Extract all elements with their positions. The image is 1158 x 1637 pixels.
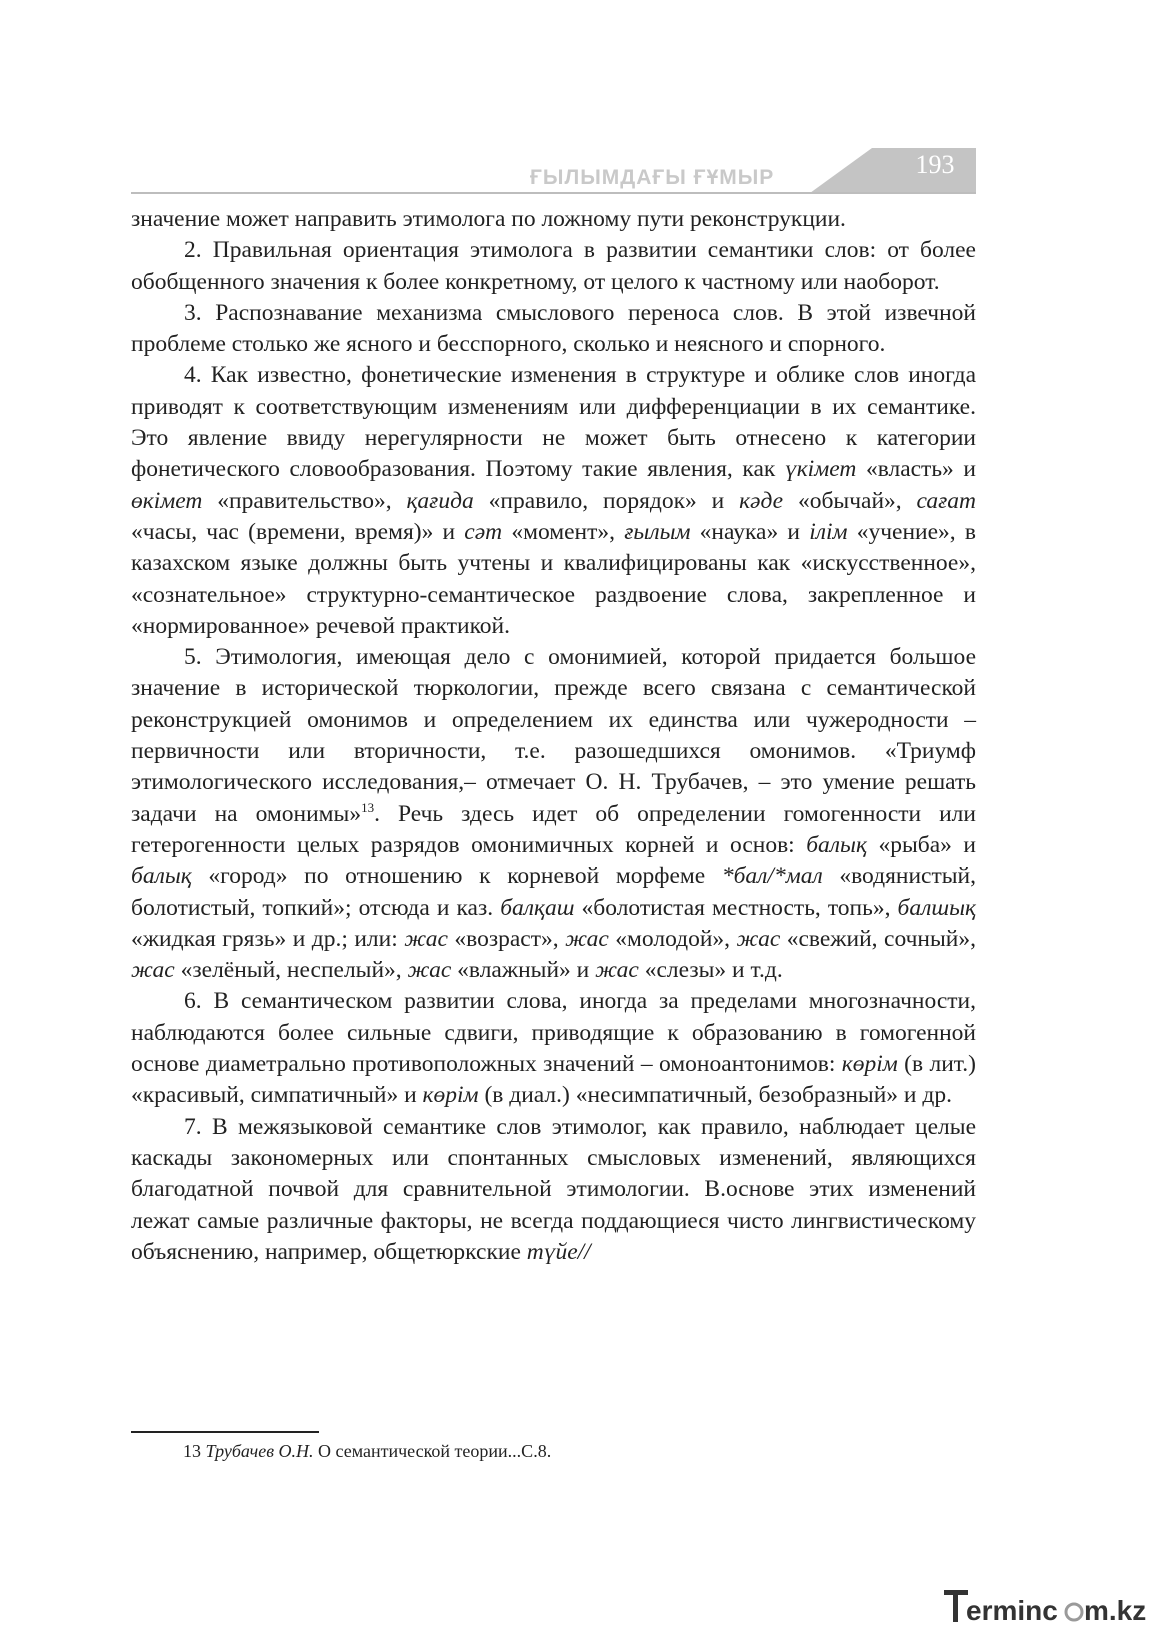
page-number: 193: [915, 150, 955, 179]
kazakh-term: түйе//: [526, 1238, 591, 1265]
kazakh-term: үкімет: [784, 456, 857, 483]
kazakh-term: өкімет: [131, 487, 203, 514]
footnote-number: 13: [183, 1441, 201, 1461]
body-text: [131, 204, 976, 1268]
paragraph-4: 4. Как известно, фонетические изменения в структуре и облике слов иногда приводят к соответствующим изменениям или дифференциации в их семантике. Это явление ввиду нерегулярности не может быть отнесено к категории фонетического словообразования. Поэтому такие явления, как үкімет «власть» и өкімет «правительство», қағида «правило, порядок» и кәде «обычай», сағат «часы, час (времени, время)» и сәт «момент», ғылым «наука» и ілім «учение», в казахском языке должны быть учтены и квалифицированы как «искусственное», «сознательное» структурно-семантическое раздвоение слова, закрепленное и «нормированное» речевой практикой.: [131, 362, 976, 639]
kazakh-term: жас: [595, 957, 639, 984]
kazakh-term: сәт: [464, 518, 503, 545]
kazakh-term: жас: [736, 925, 781, 952]
svg-text:m.kz: m.kz: [1084, 1595, 1147, 1626]
kazakh-term: жас: [131, 957, 175, 984]
kazakh-term: балшық: [897, 894, 977, 921]
kazakh-term: көрім: [422, 1082, 479, 1109]
kazakh-term: көрім: [841, 1051, 898, 1078]
termincom-logo: [944, 1580, 1154, 1630]
kazakh-term: балқаш: [500, 894, 575, 921]
running-header-title: ҒЫЛЫМДАҒЫ ҒҰМЫР: [530, 166, 775, 189]
kazakh-term: сағат: [916, 487, 976, 514]
footnote-text: О семантической теории...С.8.: [313, 1441, 552, 1461]
footnote-reference[interactable]: 13: [361, 799, 375, 815]
kazakh-term: ғылым: [624, 518, 691, 545]
paragraph-continuation: значение может направить этимолога по ложному пути реконструкции.: [131, 206, 846, 232]
kazakh-term: кәде: [739, 487, 784, 514]
kazakh-term: балық: [806, 831, 867, 858]
paragraph-7: 7. В межязыковой семантике слов этимолог, как правило, наблюдает целые каскады закономерных или спонтанных смысловых изменений, являющихся благодатной почвой для сравнительной этимологии. В.основе этих изменений лежат самые различные факторы, не всегда поддающиеся чисто лингвистическому объяснению, например, общетюркские түйе//: [131, 1113, 976, 1265]
kazakh-term: жас: [407, 957, 452, 984]
kazakh-term: жас: [565, 925, 609, 952]
kazakh-term: балық: [131, 863, 192, 890]
kazakh-term: ілім: [809, 518, 848, 545]
footnote: [183, 1439, 883, 1463]
kazakh-term: *бал/*мал: [721, 863, 823, 890]
paragraph-5: 5. Этимология, имеющая дело с омонимией, которой придается большое значение в исторической тюркологии, прежде всего связана с семантической реконструкцией омонимов и определением их единства или чужеродности – первичности или вторичности, т.е. разошедшихся омонимов. «Триумф этимологического исследования,– отмечает О. Н. Трубачев, – это умение решать задачи на омонимы»$^{13}$. Речь здесь идет об определении гомогенности или гетерогенности целых разрядов омонимичных корней и основ: балық «рыба» и балық «город» по отношению к корневой морфеме *бал/*мал «водянистый, болотистый, топкий»; отсюда и каз. балқаш «болотистая местность, топь», балшық «жидкая грязь» и др.; или: жас «возраст», жас «молодой», жас «свежий, сочный», жас «зелёный, неспелый», жас «влажный» и жас «слезы» и т.д.: [131, 644, 977, 984]
kazakh-term: жас: [404, 925, 448, 952]
paragraph-3: 3. Распознавание механизма смыслового переноса слов. В этой извечной проблеме столько же ясного и бесспорного, сколько и неясного и спорного.: [131, 299, 976, 358]
kazakh-term: қағида: [406, 487, 474, 514]
footnote-separator: [131, 1431, 319, 1433]
svg-text:erminc: erminc: [966, 1595, 1058, 1626]
paragraph-6: 6. В семантическом развитии слова, иногда за пределами многозначности, наблюдаются более сильные сдвиги, приводящие к образованию в гомогенной основе диаметрально противоположных значений – омоноантонимов: көрім (в лит.) «красивый, симпатичный» и көрім (в диал.) «несимпатичный, безобразный» и др.: [131, 988, 976, 1109]
paragraph-2: 2. Правильная ориентация этимолога в развитии семантики слов: от более обобщенного значения к более конкретному, от целого к частному или наоборот.: [131, 237, 976, 295]
header-rule: [131, 192, 976, 194]
footnote-author: Трубачев О.Н.: [205, 1441, 314, 1461]
